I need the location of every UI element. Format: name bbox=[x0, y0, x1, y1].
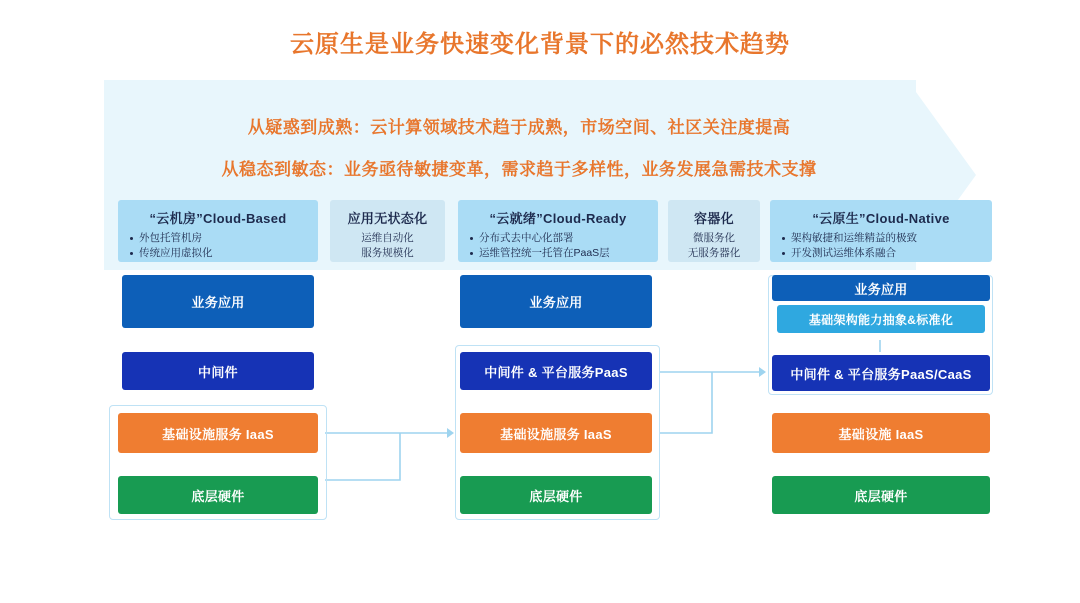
header-card-cloud-ready bbox=[458, 200, 658, 262]
stack-box-business-app-2: 业务应用 bbox=[460, 275, 652, 328]
header-card-list bbox=[780, 231, 982, 261]
list-item: 分布式去中心化部署 bbox=[468, 231, 648, 246]
header-card-stateless bbox=[330, 200, 445, 262]
list-item: 服务规模化 bbox=[361, 247, 414, 259]
stack-box-hardware-1: 底层硬件 bbox=[118, 476, 318, 514]
stack-box-hardware-2: 底层硬件 bbox=[460, 476, 652, 514]
header-card-title: 应用无状态化 bbox=[347, 211, 428, 226]
list-item: 无服务器化 bbox=[687, 247, 741, 259]
header-card-list bbox=[340, 231, 435, 261]
list-item: 开发测试运维体系融合 bbox=[780, 246, 982, 261]
banner-line-1: 从疑惑到成熟：云计算领域技术趋于成熟，市场空间、社区关注度提高 bbox=[247, 118, 791, 137]
stack-box-middleware-3: 中间件 & 平台服务PaaS/CaaS bbox=[772, 355, 990, 391]
header-card-title: “云就绪”Cloud-Ready bbox=[489, 211, 627, 226]
list-item: 微服务化 bbox=[693, 232, 735, 244]
list-item: 运维管控统一托管在PaaS层 bbox=[468, 246, 648, 261]
stack-box-infra-abstraction: 基础架构能力抽象&标准化 bbox=[777, 305, 985, 333]
stack-box-business-app-1: 业务应用 bbox=[122, 275, 314, 328]
stack-box-iaas-2: 基础设施服务 IaaS bbox=[460, 413, 652, 453]
stack-box-hardware-3: 底层硬件 bbox=[772, 476, 990, 514]
header-card-title: “云原生”Cloud-Native bbox=[812, 211, 950, 226]
header-card-cloud-based bbox=[118, 200, 318, 262]
list-item: 外包托管机房 bbox=[128, 231, 308, 246]
banner-line-2: 从稳态到敏态：业务亟待敏捷变革，需求趋于多样性，业务发展急需技术支撑 bbox=[221, 160, 817, 179]
list-item: 传统应用虚拟化 bbox=[128, 246, 308, 261]
stack-box-middleware-1: 中间件 bbox=[122, 352, 314, 390]
stack-box-iaas-3: 基础设施 IaaS bbox=[772, 413, 990, 453]
list-item: 架构敏捷和运维精益的极致 bbox=[780, 231, 982, 246]
list-item: 运维自动化 bbox=[361, 232, 414, 244]
stack-box-business-app-3: 业务应用 bbox=[772, 275, 990, 301]
stack-box-iaas-1: 基础设施服务 IaaS bbox=[118, 413, 318, 453]
header-card-list bbox=[128, 231, 308, 261]
page-title: 云原生是业务快速变化背景下的必然技术趋势 bbox=[290, 31, 790, 58]
header-card-list bbox=[468, 231, 648, 261]
header-card-cloud-native bbox=[770, 200, 992, 262]
header-card-title: “云机房”Cloud-Based bbox=[149, 211, 287, 226]
header-card-list bbox=[678, 231, 750, 261]
stack-box-middleware-2: 中间件 & 平台服务PaaS bbox=[460, 352, 652, 390]
header-card-title: 容器化 bbox=[694, 211, 734, 226]
header-card-containerization bbox=[668, 200, 760, 262]
